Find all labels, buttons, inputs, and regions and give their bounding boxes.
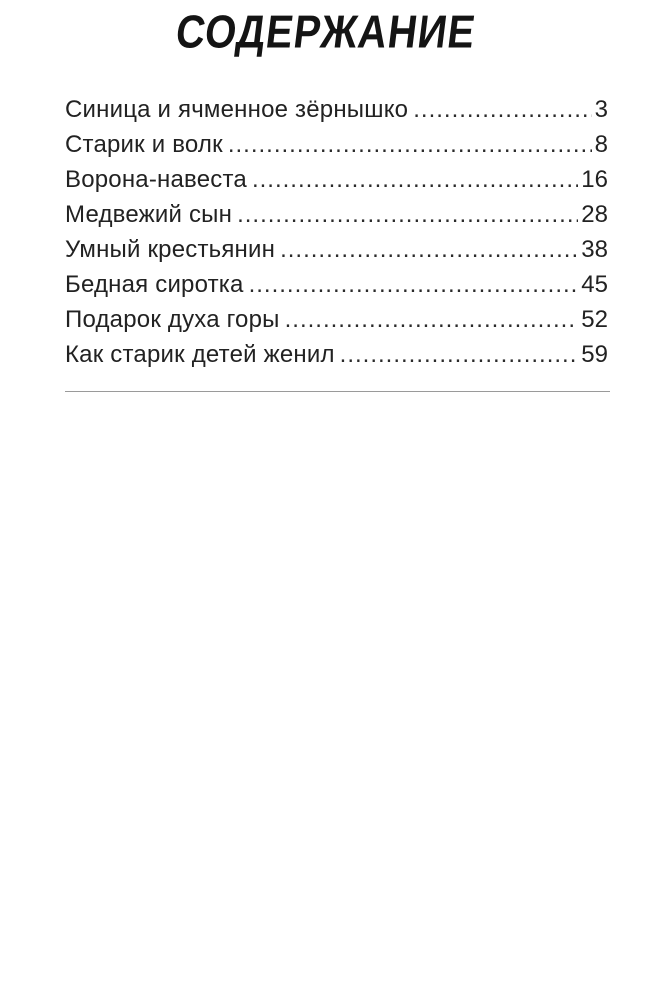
toc-leader-dots xyxy=(228,127,592,162)
toc-entry-title: Ворона-навеста xyxy=(65,166,247,193)
toc-leader-dots xyxy=(237,197,578,232)
toc-entry xyxy=(65,92,608,127)
toc-entry xyxy=(65,337,608,372)
toc-entry xyxy=(65,197,608,232)
toc-entry-page: 28 xyxy=(581,201,608,228)
toc-entry-page: 3 xyxy=(594,96,608,123)
toc-entry-title: Подарок духа горы xyxy=(65,306,280,333)
toc-entry xyxy=(65,127,608,162)
toc-entry-title: Бедная сиротка xyxy=(65,271,244,298)
toc-entry-title: Синица и ячменное зёрнышко xyxy=(65,96,409,123)
toc-leader-dots xyxy=(249,267,579,302)
toc-entry xyxy=(65,232,608,267)
toc-entry-title: Медвежий сын xyxy=(65,201,233,228)
toc-entry-title: Умный крестьянин xyxy=(65,236,276,263)
toc-leader-dots xyxy=(340,337,579,372)
toc-entry-page: 38 xyxy=(581,236,608,263)
toc-entry-page: 52 xyxy=(581,306,608,333)
toc-entry-page: 59 xyxy=(581,341,608,368)
section-divider-line xyxy=(65,391,610,392)
toc-leader-dots xyxy=(280,232,578,267)
toc-leader-dots xyxy=(252,162,578,197)
toc-entry-page: 16 xyxy=(581,166,608,193)
toc-entry-page: 8 xyxy=(594,131,608,158)
toc-entry-page: 45 xyxy=(581,271,608,298)
toc-entry xyxy=(65,267,608,302)
toc-entry xyxy=(65,162,608,197)
title-area xyxy=(0,6,645,66)
toc-leader-dots xyxy=(413,92,591,127)
toc-leader-dots xyxy=(285,302,579,337)
toc-entry xyxy=(65,302,608,337)
page-title: СОДЕРЖАНИЕ xyxy=(173,6,479,58)
table-of-contents xyxy=(65,92,608,372)
toc-entry-title: Как старик детей женил xyxy=(65,341,335,368)
toc-entry-title: Старик и волк xyxy=(65,131,223,158)
